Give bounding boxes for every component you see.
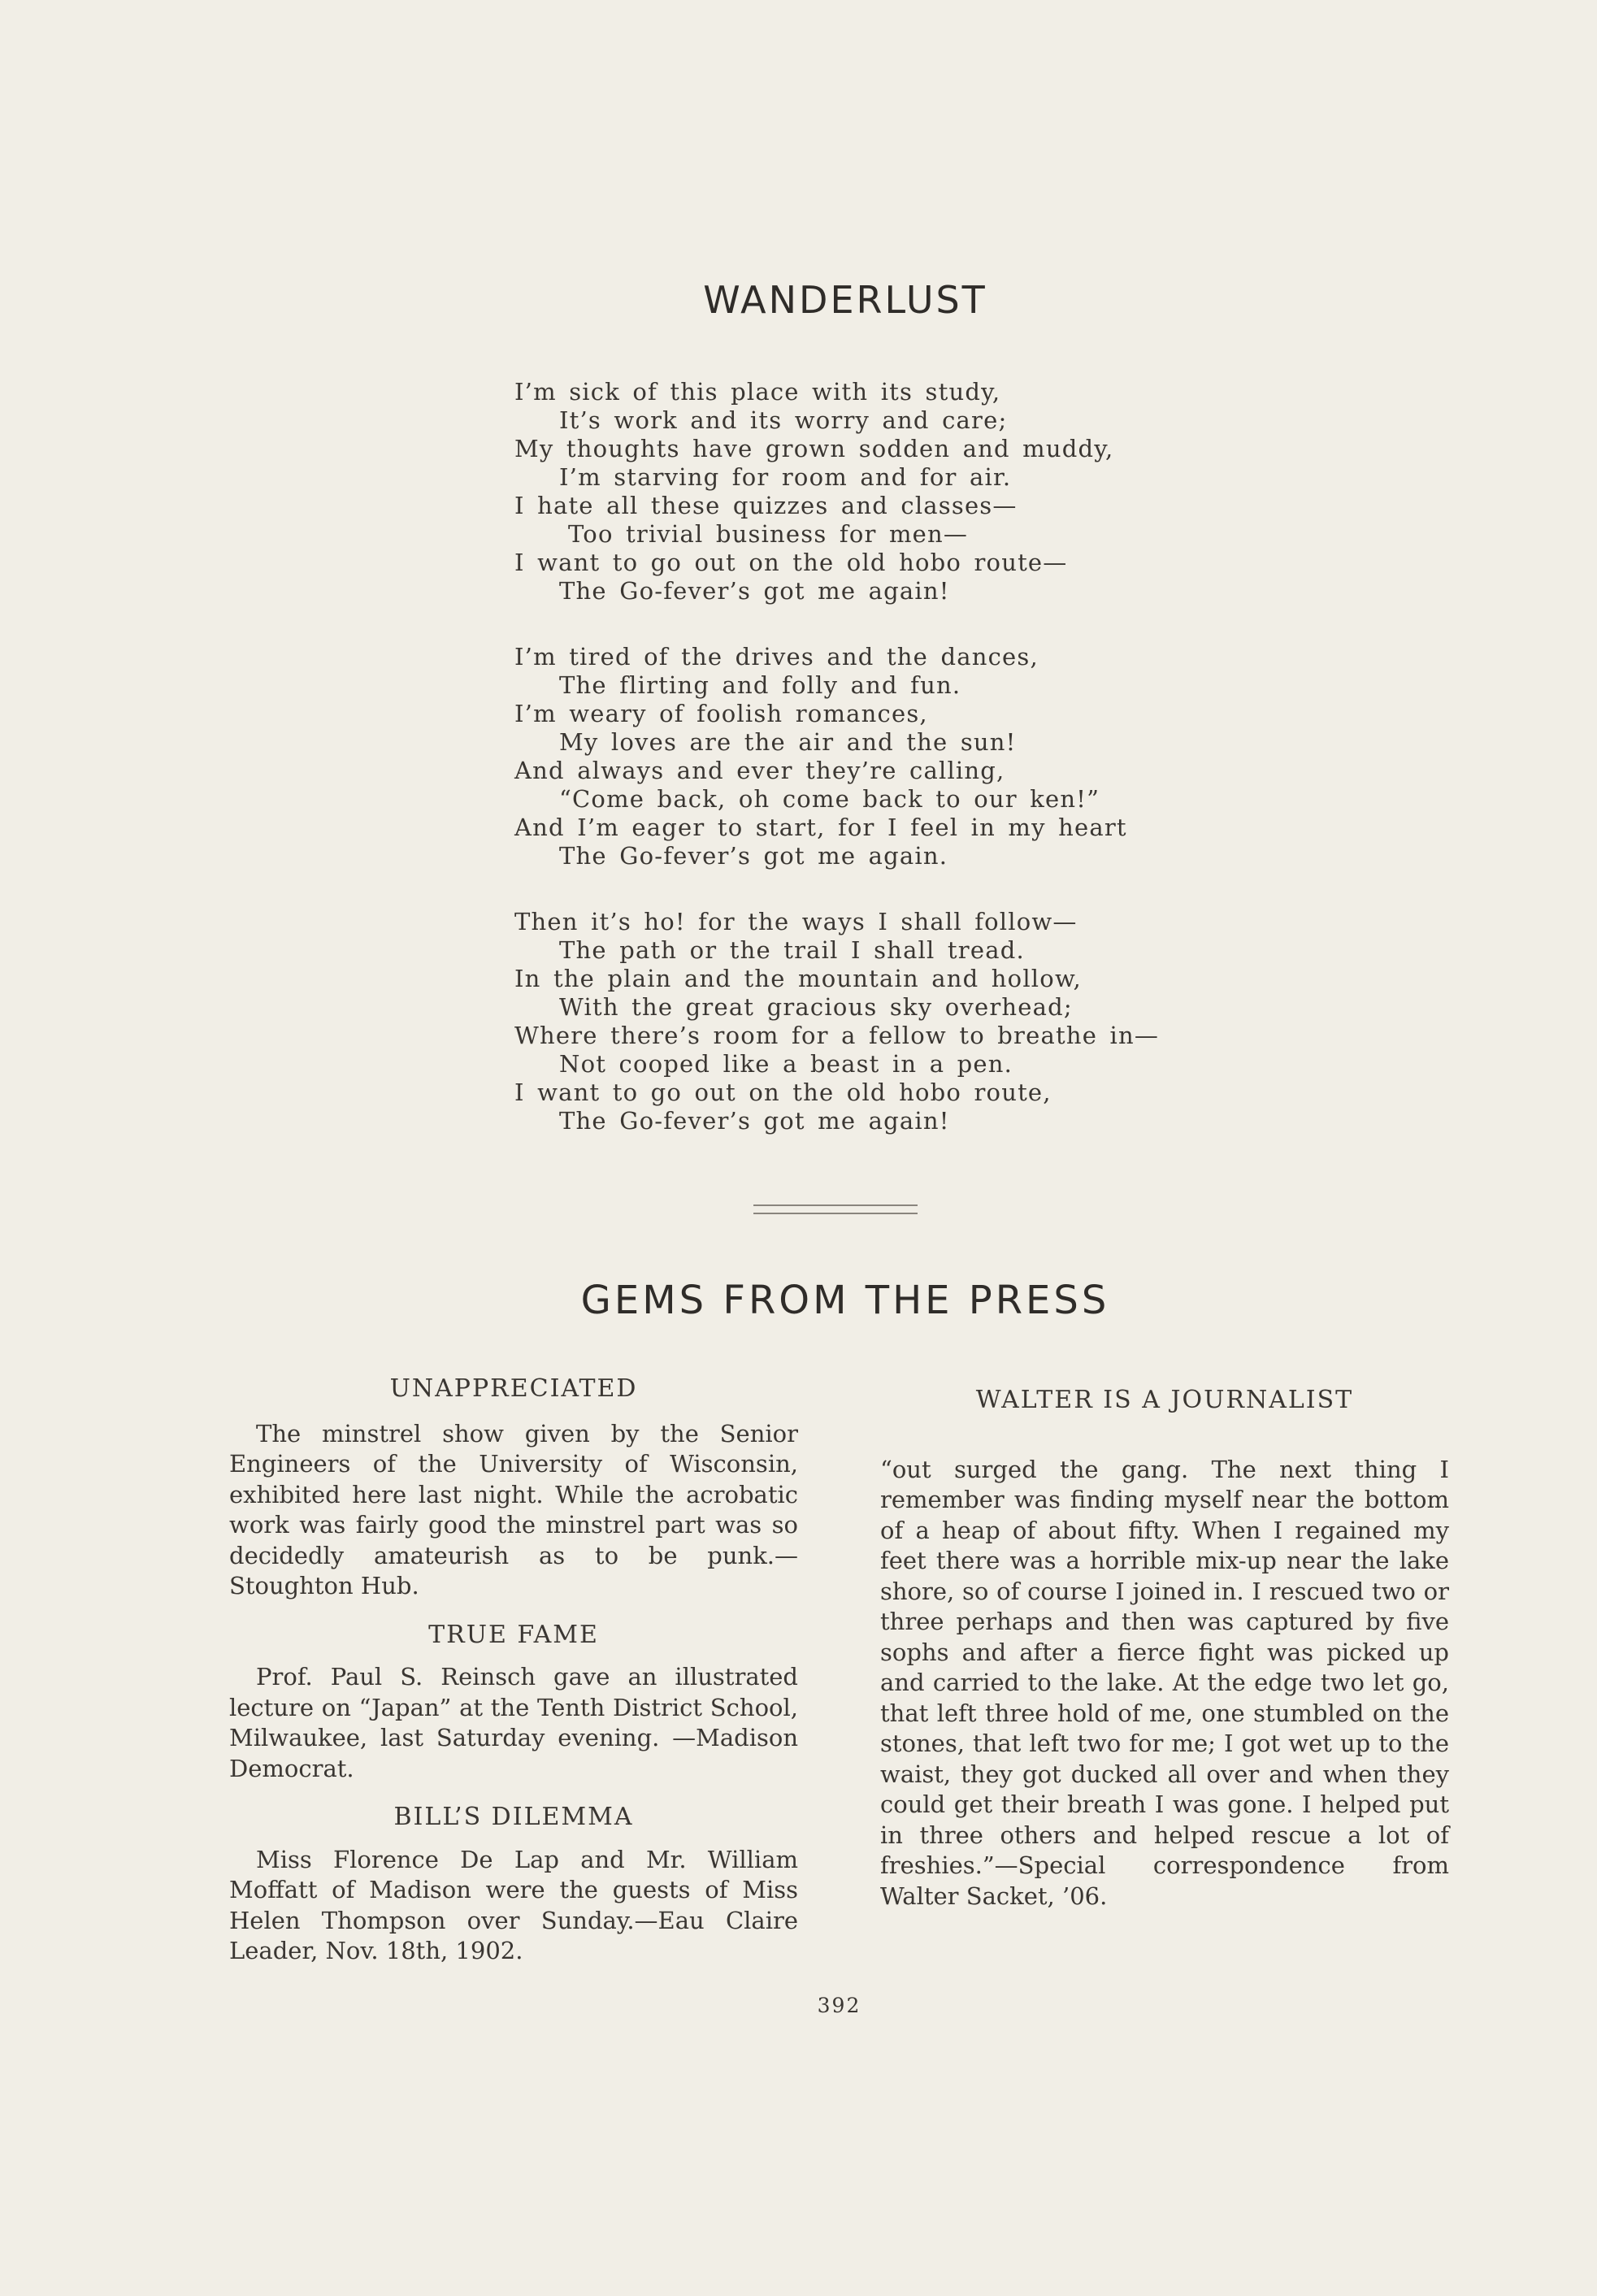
section-title: GEMS FROM THE PRESS <box>580 1278 1110 1323</box>
poem-line: With the great gracious sky overhead; <box>559 993 1073 1021</box>
poem-line: I hate all these quizzes and classes— <box>514 492 1018 519</box>
poem-line: My thoughts have grown sodden and muddy, <box>514 435 1114 462</box>
poem-line: Where there’s room for a fellow to breathe in— <box>514 1022 1160 1049</box>
poem-stanza <box>514 378 1246 605</box>
poem-line: The flirting and folly and fun. <box>559 671 961 699</box>
poem-stanza <box>514 908 1246 1135</box>
poem-line: I want to go out on the old hobo route— <box>514 549 1068 576</box>
poem-line: I want to go out on the old hobo route, <box>514 1079 1052 1106</box>
page-number: 392 <box>817 1994 861 2017</box>
poem-line: I’m sick of this place with its study, <box>514 378 1001 406</box>
poem-line: Too trivial business for men— <box>568 520 969 548</box>
poem-stanza <box>514 643 1246 870</box>
poem-title: WANDERLUST <box>703 278 987 322</box>
section-divider <box>753 1213 918 1214</box>
poem-line: I’m starving for room and for air. <box>559 463 1012 491</box>
poem-line: The Go-fever’s got me again! <box>559 1107 950 1135</box>
article-heading: BILL’S DILEMMA <box>393 1803 634 1831</box>
article-heading: UNAPPRECIATED <box>389 1374 638 1403</box>
poem-line: I’m weary of foolish romances, <box>514 700 928 727</box>
poem-line: In the plain and the mountain and hollow, <box>514 965 1082 992</box>
article-heading: WALTER IS A JOURNALIST <box>975 1386 1354 1414</box>
poem-line: Then it’s ho! for the ways I shall follow— <box>514 908 1078 935</box>
poem-line: The Go-fever’s got me again. <box>559 842 948 870</box>
right-column <box>880 1385 1449 1912</box>
poem-line: I’m tired of the drives and the dances, <box>514 643 1039 671</box>
poem-line: The Go-fever’s got me again! <box>559 577 950 605</box>
article-text: The minstrel show given by the Senior Engineers of the University of Wisconsin, exhibited here last night. While the acrobatic work was fairly good the minstrel part was so decidedly amateurish as to be punk.—Stoughton Hub. <box>229 1419 798 1599</box>
poem-line: My loves are the air and the sun! <box>559 728 1017 756</box>
poem-line: Not cooped like a beast in a pen. <box>559 1050 1013 1078</box>
poem-line: It’s work and its worry and care; <box>559 406 1008 434</box>
article-text: Prof. Paul S. Reinsch gave an illustrated lecture on “Japan” at the Tenth District School, Milwaukee, last Saturday evening. —Madison Democrat. <box>229 1663 798 1782</box>
article-heading: TRUE FAME <box>428 1620 599 1649</box>
article-text: “out surged the gang. The next thing I remember was finding myself near the bottom of a heap of about fifty. When I regained my feet there was a horrible mix-up near the lake shore, so of course I joined in. I rescued two or three perhaps and then was captured by five sophs and after a fierce fight was picked up and carried to the lake. At the edge two let go, that left three hold of me, one stumbled on the stones, that left two for me; I got wet up to the waist, they got ducked all over and when they could get their breath I was gone. I helped put in three others and helped rescue a lot of freshies.”—Special correspondence from Walter Sacket, ’06. <box>880 1455 1449 1910</box>
poem-line: “Come back, oh come back to our ken!” <box>559 785 1100 813</box>
poem-body <box>514 378 1246 1173</box>
poem-line: And I’m eager to start, for I feel in my heart <box>514 814 1127 841</box>
section-divider <box>753 1204 918 1206</box>
poem-line: And always and ever they’re calling, <box>514 757 1005 784</box>
article-text: Miss Florence De Lap and Mr. William Moffatt of Madison were the guests of Miss Helen Thompson over Sunday.—Eau Claire Leader, Nov. 18th, 1902. <box>229 1845 798 1964</box>
left-column <box>229 1374 798 1967</box>
poem-line: The path or the trail I shall tread. <box>559 936 1025 964</box>
